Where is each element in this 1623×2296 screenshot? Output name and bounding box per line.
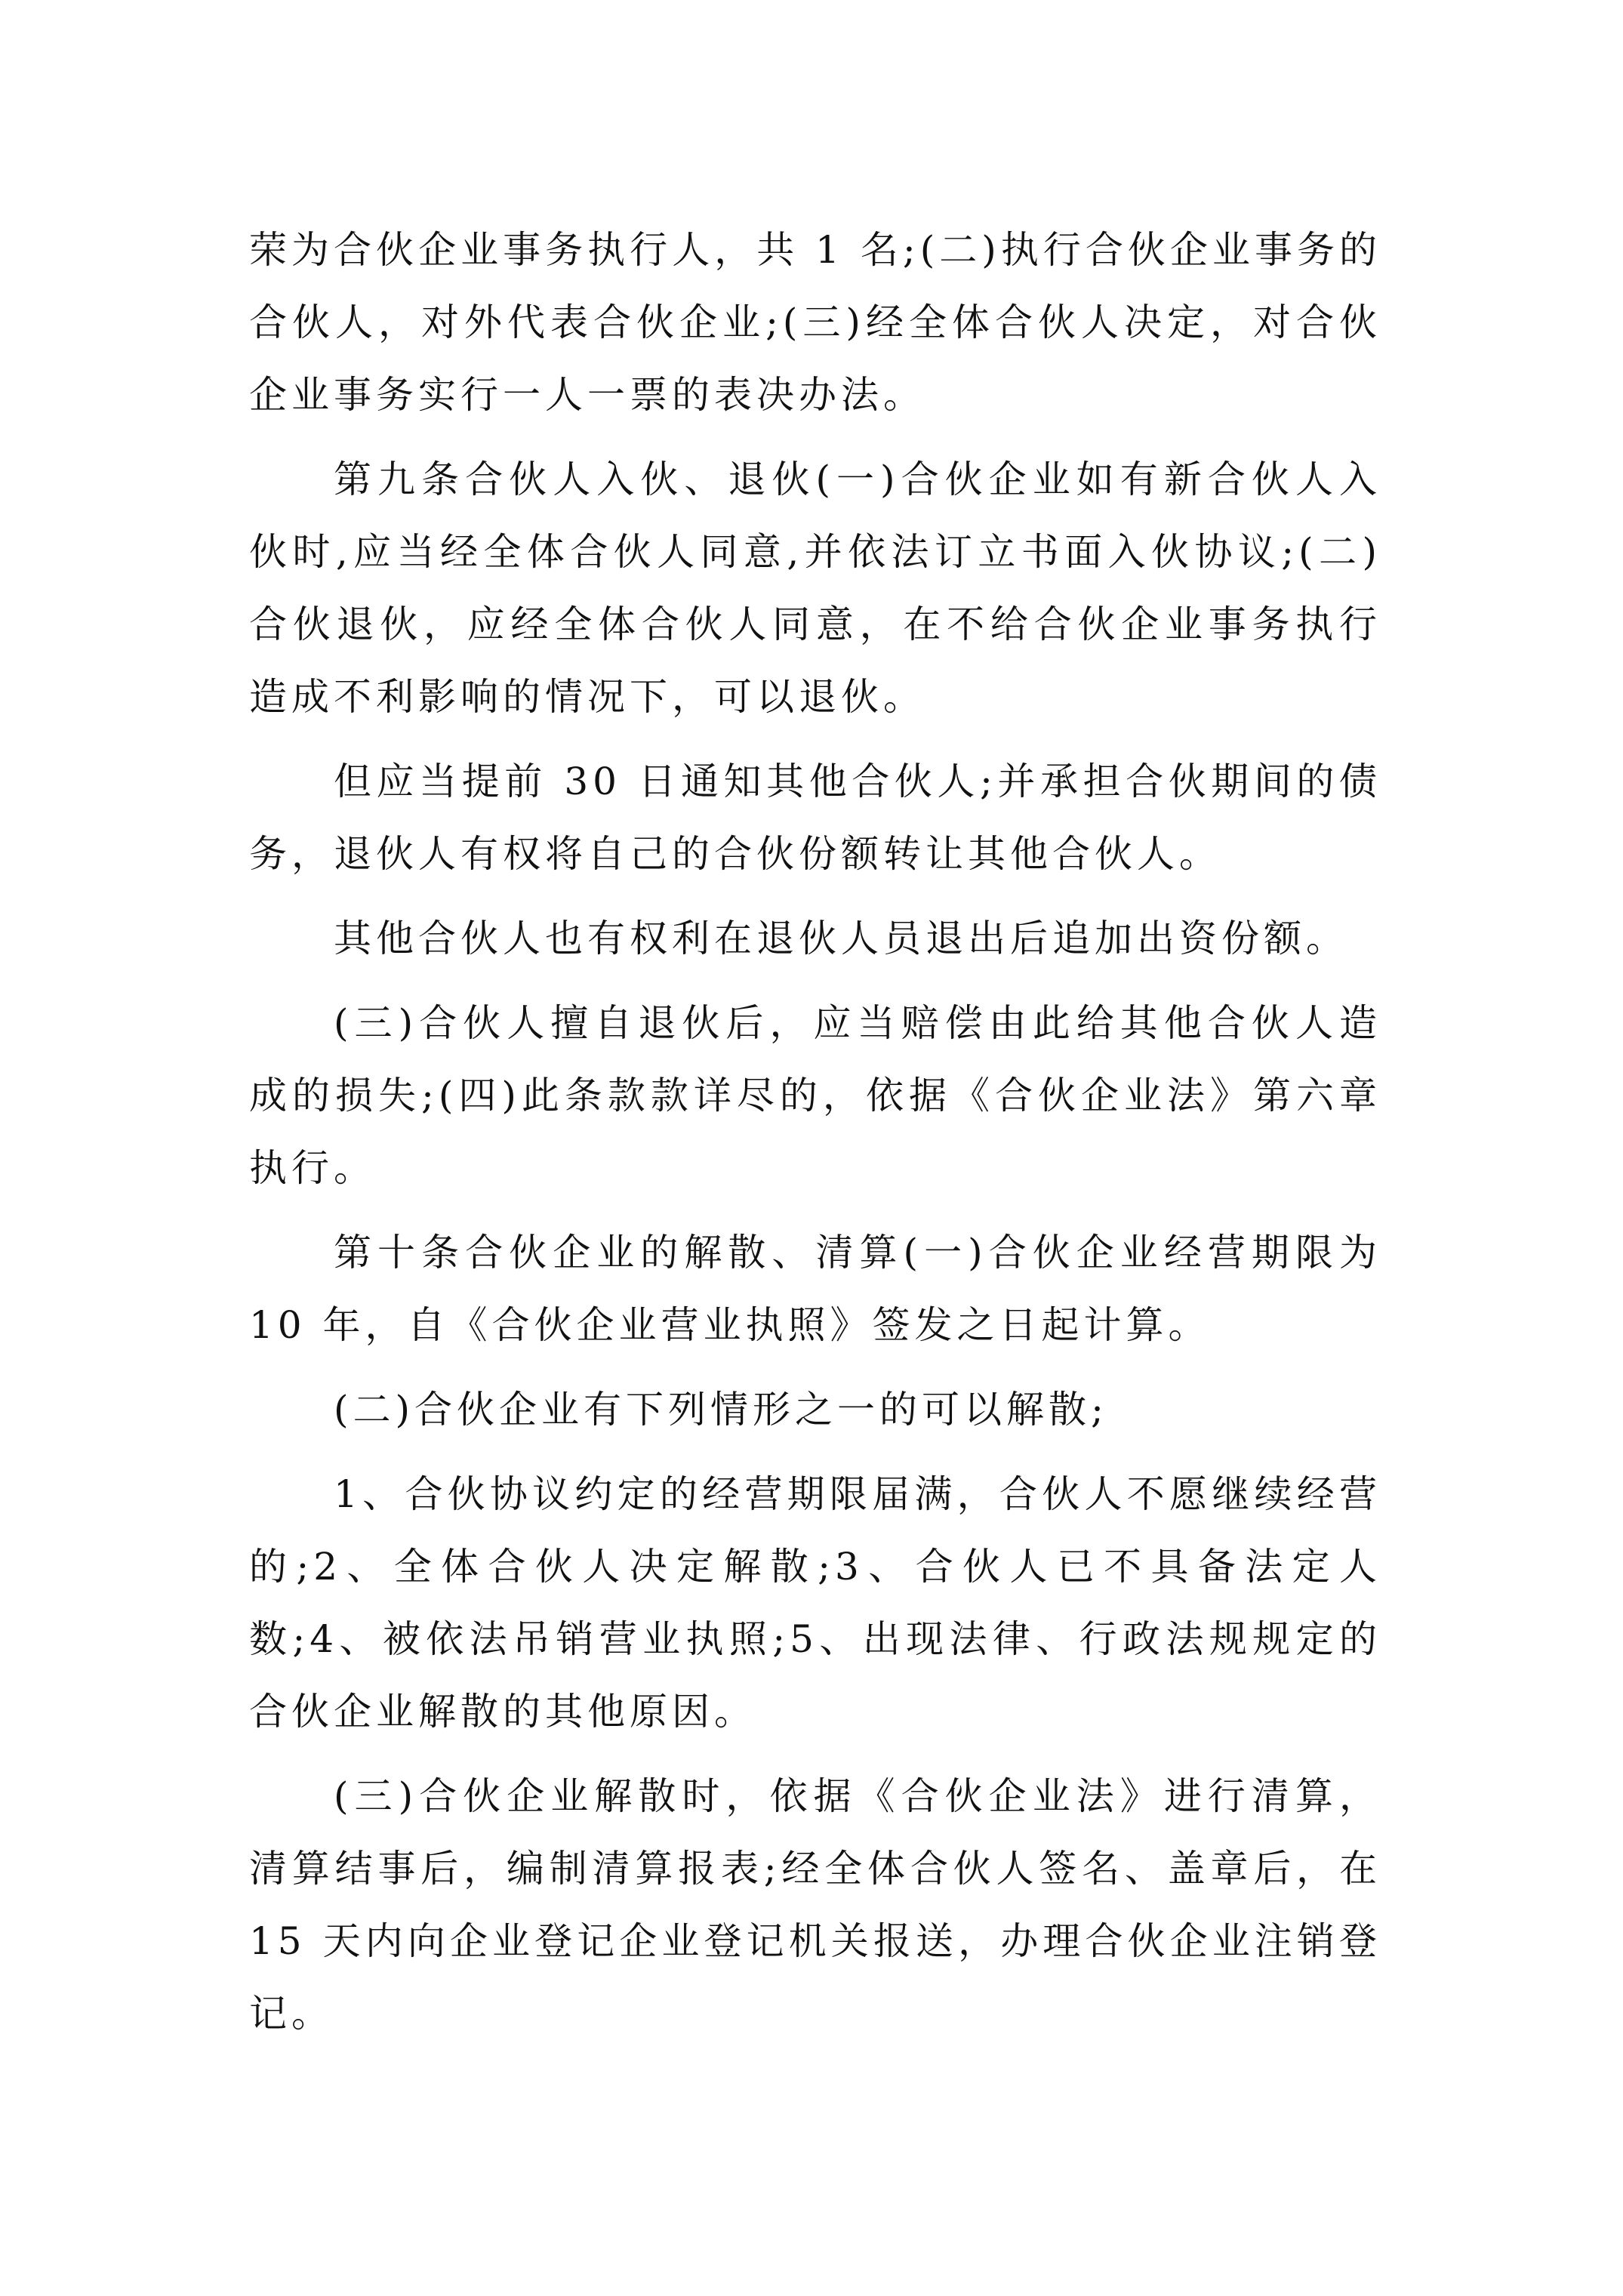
paragraph-9: (三)合伙企业解散时，依据《合伙企业法》进行清算，清算结事后，编制清算报表;经全体合伙人签名、盖章后，在 15 天内向企业登记企业登记机关报送，办理合伙企业注销登记。 [249,1774,1381,2036]
paragraph-7: (二)合伙企业有下列情形之一的可以解散; [334,1388,1108,1432]
paragraph-4: 其他合伙人也有权利在退伙人员退出后追加出资份额。 [334,917,1348,960]
paragraph-1: 荣为合伙企业事务执行人，共 1 名;(二)执行合伙企业事务的合伙人，对外代表合伙企业;(三)经全体合伙人决定，对合伙企业事务实行一人一票的表决办法。 [249,228,1381,417]
paragraph-8: 1、合伙协议约定的经营期限届满，合伙人不愿继续经营的;2、全体合伙人决定解散;3、合伙人已不具备法定人数;4、被依法吊销营业执照;5、出现法律、行政法规规定的合伙企业解散的其他原因。 [249,1472,1381,1734]
paragraph-2: 第九条合伙人入伙、退伙(一)合伙企业如有新合伙人入伙时,应当经全体合伙人同意,并依法订立书面入伙协议;(二)合伙退伙，应经全体合伙人同意，在不给合伙企业事务执行造成不利影响的情况下，可以退伙。 [249,458,1381,719]
paragraph-5: (三)合伙人擅自退伙后，应当赔偿由此给其他合伙人造成的损失;(四)此条款款详尽的，依据《合伙企业法》第六章执行。 [249,1001,1381,1190]
document-body [249,214,1381,2062]
paragraph-3: 但应当提前 30 日通知其他合伙人;并承担合伙期间的债务，退伙人有权将自己的合伙份额转让其他合伙人。 [249,760,1381,876]
paragraph-6: 第十条合伙企业的解散、清算(一)合伙企业经营期限为10 年，自《合伙企业营业执照》签发之日起计算。 [249,1231,1381,1347]
